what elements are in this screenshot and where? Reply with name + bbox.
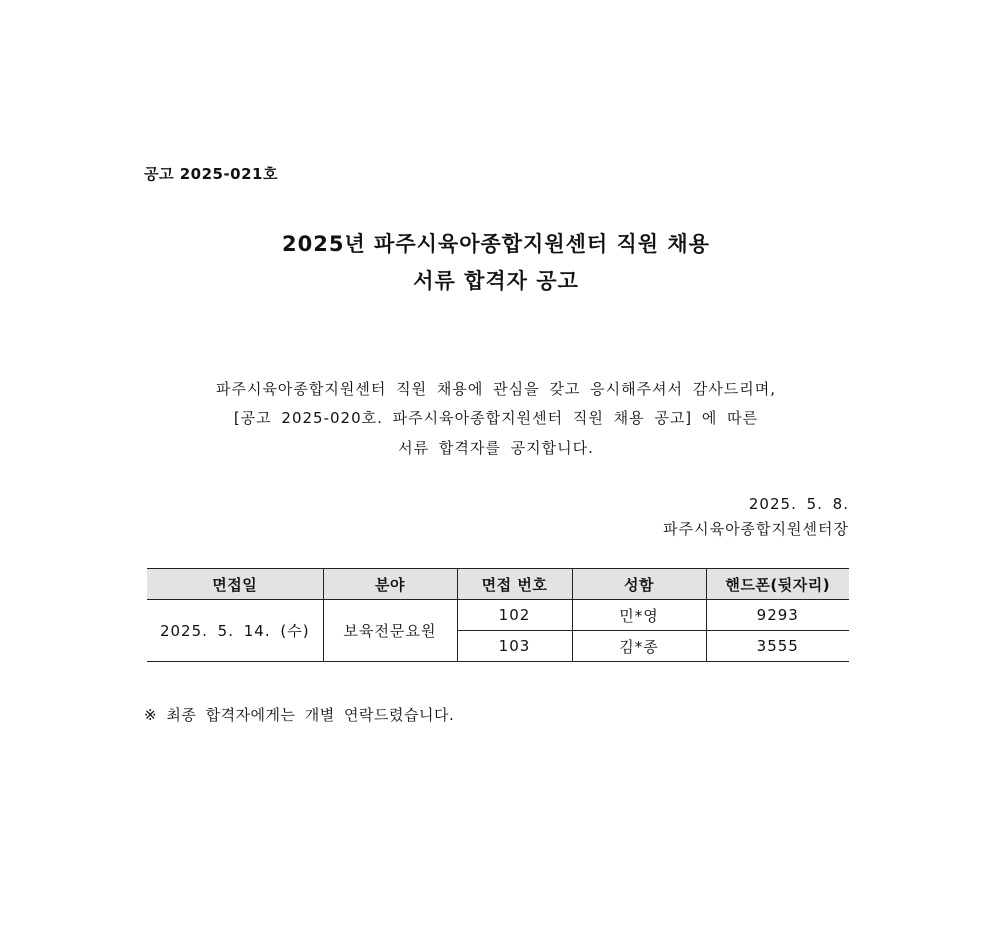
page-title-line-1: 2025년 파주시육아종합지원센터 직원 채용 — [282, 232, 710, 256]
cell-interview-number: 103 — [457, 631, 572, 662]
cell-name: 김*종 — [572, 631, 706, 662]
header-interview-date: 면접일 — [147, 569, 323, 600]
header-field: 분야 — [323, 569, 457, 600]
result-table — [147, 568, 849, 662]
footnote: ※ 최종 합격자에게는 개별 연락드렸습니다. — [144, 706, 455, 724]
header-interview-number: 면접 번호 — [457, 569, 572, 600]
body-text-line-1: 파주시육아종합지원센터 직원 채용에 관심을 갖고 응시해주셔서 감사드리며, — [215, 380, 777, 398]
page-title-line-2: 서류 합격자 공고 — [413, 269, 579, 293]
body-text-line-3: 서류 합격자를 공지합니다. — [398, 439, 594, 457]
table-row — [147, 600, 849, 631]
cell-phone: 9293 — [706, 600, 849, 631]
body-text-line-2: [공고 2025-020호. 파주시육아종합지원센터 직원 채용 공고] 에 따른 — [233, 409, 759, 427]
notice-date: 2025. 5. 8. — [748, 495, 849, 513]
cell-field: 보육전문요원 — [323, 600, 457, 662]
cell-interview-date: 2025. 5. 14. (수) — [147, 600, 323, 662]
cell-name: 민*영 — [572, 600, 706, 631]
cell-interview-number: 102 — [457, 600, 572, 631]
cell-phone: 3555 — [706, 631, 849, 662]
table-header-row — [147, 569, 849, 600]
header-name: 성함 — [572, 569, 706, 600]
issuer-name: 파주시육아종합지원센터장 — [663, 520, 849, 538]
header-phone: 핸드폰(뒷자리) — [706, 569, 849, 600]
notice-number: 공고 2025-021호 — [144, 165, 278, 183]
